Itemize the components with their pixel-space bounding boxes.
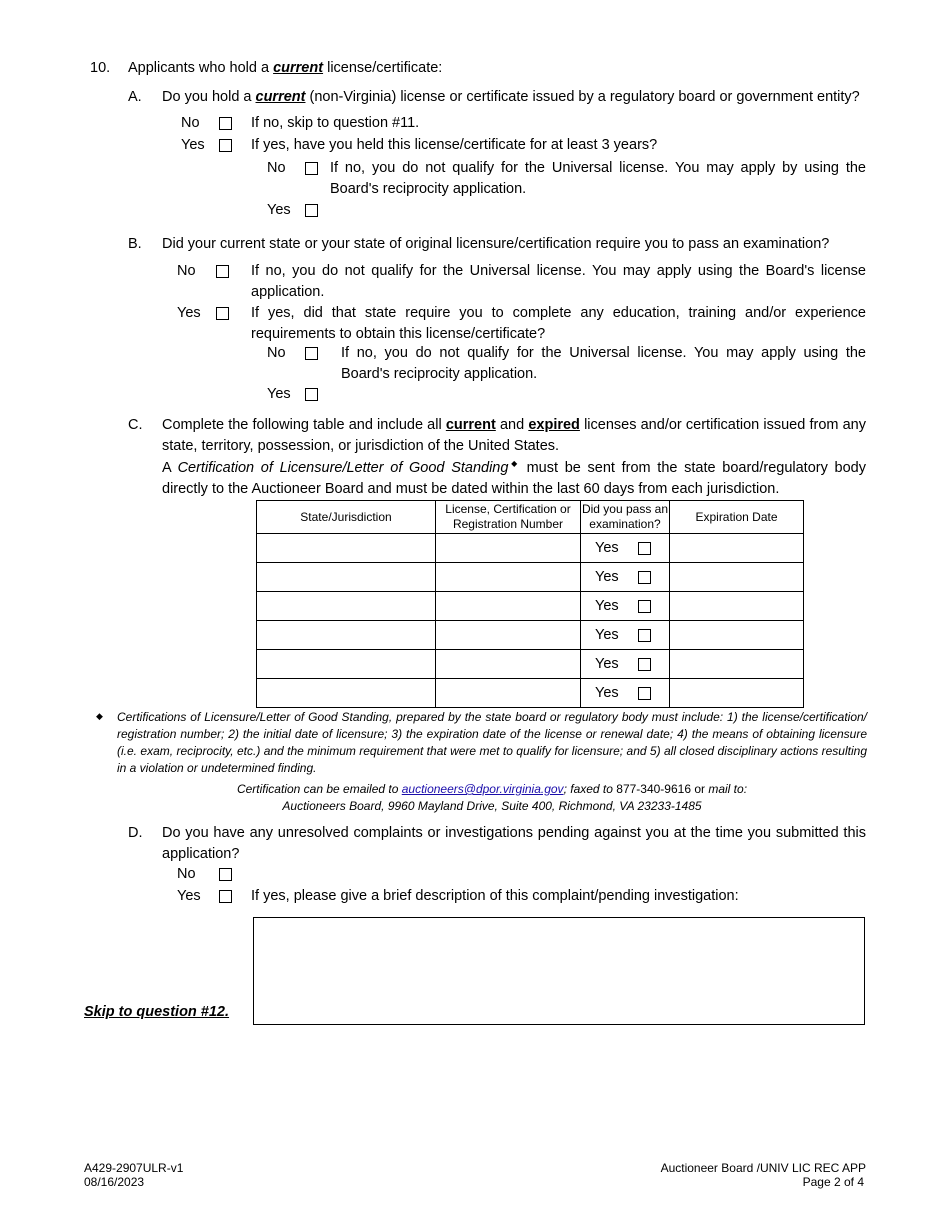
state-cell[interactable]	[257, 563, 436, 592]
exam-yes-label: Yes	[595, 627, 619, 643]
table-row	[257, 563, 804, 592]
license-table-body	[257, 534, 804, 708]
b-no-checkbox[interactable]	[216, 265, 229, 278]
diamond-icon: ◆	[508, 459, 520, 469]
license-number-cell[interactable]	[436, 679, 581, 708]
a-yes-checkbox[interactable]	[219, 139, 232, 152]
license-number-cell[interactable]	[436, 563, 581, 592]
header-state: State/Jurisdiction	[257, 501, 436, 534]
a-sub-yes-label: Yes	[267, 202, 291, 218]
d-no-label: No	[177, 866, 196, 882]
section-c-letter: C.	[128, 417, 143, 433]
email-link[interactable]: auctioneers@dpor.virginia.gov	[401, 782, 564, 796]
license-number-cell[interactable]	[436, 592, 581, 621]
footer-form-id: A429-2907ULR-v1	[84, 1161, 184, 1175]
a-no-checkbox[interactable]	[219, 117, 232, 130]
table-row	[257, 592, 804, 621]
expiration-date-cell[interactable]	[670, 563, 804, 592]
license-table	[256, 500, 804, 708]
license-number-cell[interactable]	[436, 621, 581, 650]
question-10-intro: Applicants who hold a current license/certificate:	[128, 60, 443, 76]
complaint-description-box[interactable]	[253, 917, 865, 1025]
expiration-date-cell[interactable]	[670, 679, 804, 708]
exam-cell	[581, 592, 670, 621]
a-yes-label: Yes	[181, 137, 205, 153]
b-no-text: If no, you do not qualify for the Universal license. You may apply using the Board's license application.	[251, 263, 866, 300]
section-b-question: Did your current state or your state of original licensure/certification require you to pass an examination?	[162, 236, 830, 252]
exam-yes-checkbox[interactable]	[638, 629, 651, 642]
license-number-cell[interactable]	[436, 650, 581, 679]
b-yes-label: Yes	[177, 305, 201, 321]
b-sub-no-text: If no, you do not qualify for the Universal license. You may apply using the Board's reciprocity application.	[341, 345, 866, 382]
exam-cell	[581, 563, 670, 592]
exam-yes-checkbox[interactable]	[638, 600, 651, 613]
table-header-row	[257, 501, 804, 534]
table-row	[257, 621, 804, 650]
section-c-instructions: Complete the following table and include all current and expired licenses and/or certification issued from any state, territory, possession, or jurisdiction of the United States.	[162, 417, 866, 454]
section-a-letter: A.	[128, 89, 142, 105]
diamond-icon: ◆	[96, 711, 103, 721]
b-sub-yes-checkbox[interactable]	[305, 388, 318, 401]
table-row	[257, 534, 804, 563]
a-no-label: No	[181, 115, 200, 131]
question-number: 10.	[90, 60, 111, 76]
exam-cell	[581, 679, 670, 708]
section-d-letter: D.	[128, 825, 143, 841]
header-exam: Did you pass an examination?	[581, 501, 670, 534]
exam-yes-checkbox[interactable]	[638, 658, 651, 671]
expiration-date-cell[interactable]	[670, 592, 804, 621]
section-b-letter: B.	[128, 236, 142, 252]
b-yes-checkbox[interactable]	[216, 307, 229, 320]
d-yes-label: Yes	[177, 888, 201, 904]
state-cell[interactable]	[257, 534, 436, 563]
footer-board: Auctioneer Board /UNIV LIC REC APP	[660, 1161, 866, 1175]
header-expiration: Expiration Date	[670, 501, 804, 534]
exam-yes-label: Yes	[595, 656, 619, 672]
state-cell[interactable]	[257, 650, 436, 679]
exam-yes-checkbox[interactable]	[638, 687, 651, 700]
d-no-checkbox[interactable]	[219, 868, 232, 881]
b-yes-text: If yes, did that state require you to complete any education, training and/or experience requirements to obtain this license/certificate?	[251, 305, 866, 342]
skip-instruction: Skip to question #12.	[84, 1004, 230, 1020]
a-sub-no-checkbox[interactable]	[305, 162, 318, 175]
b-no-label: No	[177, 263, 196, 279]
exam-yes-label: Yes	[595, 540, 619, 556]
section-d-question: Do you have any unresolved complaints or investigations pending against you at the time you submitted this application?	[162, 825, 866, 862]
exam-yes-checkbox[interactable]	[638, 542, 651, 555]
a-sub-yes-checkbox[interactable]	[305, 204, 318, 217]
a-sub-no-label: No	[267, 160, 286, 176]
d-yes-text: If yes, please give a brief description of this complaint/pending investigation:	[251, 888, 739, 904]
exam-yes-label: Yes	[595, 685, 619, 701]
table-row	[257, 650, 804, 679]
b-sub-no-label: No	[267, 345, 286, 361]
board-address: Auctioneers Board, 9960 Mayland Drive, Suite 400, Richmond, VA 23233-1485	[282, 799, 702, 813]
a-no-text: If no, skip to question #11.	[251, 115, 420, 131]
b-sub-yes-label: Yes	[267, 386, 291, 402]
state-cell[interactable]	[257, 621, 436, 650]
exam-yes-label: Yes	[595, 569, 619, 585]
footnote-text: Certifications of Licensure/Letter of Good Standing, prepared by the state board or regulatory body must include: 1) the license/certification/ registration number; 2) the initial date of licensure; 3) the expiration date of the license or renewal date; 4) the means of obtaining licensure (i.e. exam, reciprocity, etc.) and the minimum requirement that were met to qualify for licensure; and 5) all closed disciplinary actions resulting in a violation or undetermined finding.	[117, 710, 867, 775]
b-sub-no-checkbox[interactable]	[305, 347, 318, 360]
section-a-question: Do you hold a current (non-Virginia) license or certificate issued by a regulatory board or government entity?	[162, 89, 860, 105]
exam-yes-label: Yes	[595, 598, 619, 614]
license-number-cell[interactable]	[436, 534, 581, 563]
footer-date: 08/16/2023	[84, 1175, 145, 1189]
footer-page: Page 2 of 4	[802, 1175, 864, 1189]
expiration-date-cell[interactable]	[670, 621, 804, 650]
expiration-date-cell[interactable]	[670, 650, 804, 679]
table-row	[257, 679, 804, 708]
exam-yes-checkbox[interactable]	[638, 571, 651, 584]
a-yes-text: If yes, have you held this license/certificate for at least 3 years?	[251, 137, 658, 153]
d-yes-checkbox[interactable]	[219, 890, 232, 903]
expiration-date-cell[interactable]	[670, 534, 804, 563]
state-cell[interactable]	[257, 592, 436, 621]
exam-cell	[581, 650, 670, 679]
header-license-number: License, Certification or Registration Number	[436, 501, 581, 534]
a-sub-no-text: If no, you do not qualify for the Universal license. You may apply by using the Board's reciprocity application.	[330, 160, 866, 197]
section-c-certification-note: A Certification of Licensure/Letter of Good Standing◆ must be sent from the state board/regulatory body directly to the Auctioneer Board and must be dated within the last 60 days from each jurisdiction.	[162, 459, 866, 497]
exam-cell	[581, 621, 670, 650]
state-cell[interactable]	[257, 679, 436, 708]
exam-cell	[581, 534, 670, 563]
certification-contact: Certification can be emailed to auctioneers@dpor.virginia.gov; faxed to 877-340-9616 or mail to:	[236, 782, 748, 796]
